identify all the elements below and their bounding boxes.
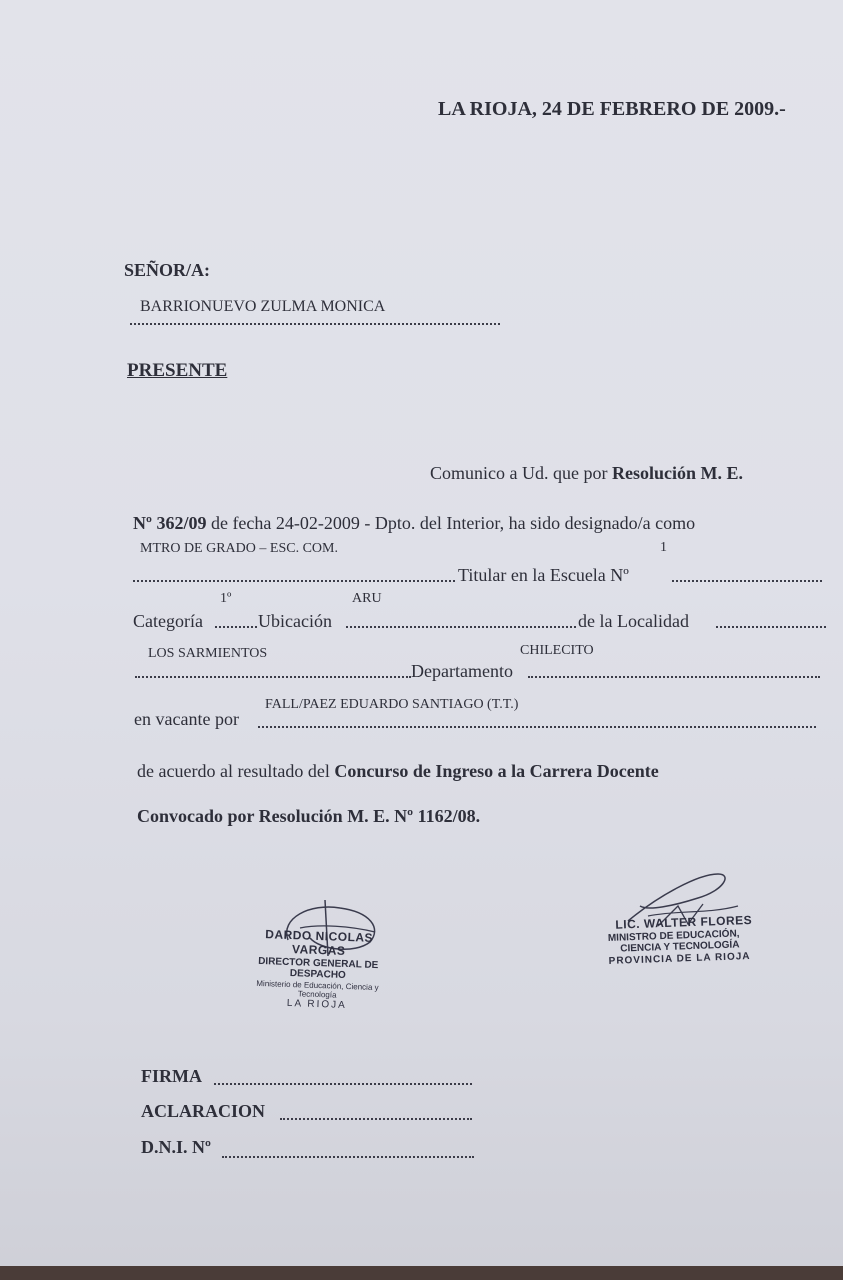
signature-left-stamp — [237, 927, 400, 1013]
acuerdo-line: de acuerdo al resultado del Concurso de Ingreso a la Carrera Docente — [137, 761, 659, 781]
localidad-label: de la Localidad — [578, 611, 689, 631]
departamento-dotted-line — [528, 676, 820, 678]
ubicacion-dotted-line — [346, 626, 576, 628]
convocado-line: Convocado por Resolución M. E. Nº 1162/08. — [137, 806, 481, 826]
intro-text: Comunico a Ud. que por Resolución M. E. — [430, 463, 743, 483]
cargo-value: MTRO DE GRADO – ESC. COM. — [140, 541, 338, 556]
firma-label: FIRMA — [141, 1066, 202, 1086]
vacante-value: FALL/PAEZ EDUARDO SANTIAGO (T.T.) — [265, 697, 519, 712]
signatory-left-name: DARDO NICOLAS VARGAS — [265, 927, 374, 958]
signatory-right-title: MINISTRO DE EDUCACIÓN, — [607, 928, 740, 944]
presente-heading: PRESENTE — [127, 360, 228, 381]
resolution-label: Resolución M. E. — [611, 463, 743, 483]
signatory-left-title: DIRECTOR GENERAL DE DESPACHO — [257, 955, 379, 982]
concurso-text: Concurso de Ingreso a la Carrera Docente — [334, 761, 659, 781]
aclaracion-label: ACLARACION — [141, 1101, 266, 1121]
background-surface — [0, 1266, 843, 1280]
escuela-dotted-line — [672, 580, 822, 582]
designation-line: Nº 362/09 de fecha 24-02-2009 - Dpto. del Interior, ha sido designado/a como — [133, 513, 696, 533]
vacante-dotted-line — [258, 726, 816, 728]
signatory-right-name: LIC. WALTER FLORES — [615, 912, 753, 932]
signatory-right-place: PROVINCIA DE LA RIOJA — [608, 950, 751, 967]
recipient-dotted-line — [130, 323, 500, 325]
signatory-left-org: Ministerio de Educación, Ciencia y Tecnología — [256, 978, 379, 1000]
signatory-left-place: LA RIOJA — [286, 997, 347, 1011]
vacante-label: en vacante por — [134, 709, 239, 729]
localidad-value: LOS SARMIENTOS — [148, 646, 268, 661]
departamento-label: Departamento — [411, 661, 513, 681]
categoria-dotted-line — [215, 626, 257, 628]
localidad-dotted-line — [716, 626, 826, 628]
departamento-value: CHILECITO — [520, 643, 594, 658]
date-line: LA RIOJA, 24 DE FEBRERO DE 2009.- — [438, 98, 786, 120]
signature-right-stamp — [607, 913, 779, 967]
resolution-number: Nº 362/09 — [133, 513, 207, 533]
recipient-name: BARRIONUEVO ZULMA MONICA — [140, 298, 386, 315]
categoria-value: 1º — [220, 591, 232, 606]
salutation: SEÑOR/A: — [124, 260, 211, 280]
ubicacion-label: Ubicación — [258, 611, 332, 631]
firma-dotted-line — [214, 1083, 472, 1085]
ubicacion-value: ARU — [352, 591, 382, 606]
dni-dotted-line — [222, 1156, 474, 1158]
titular-label: Titular en la Escuela Nº — [458, 565, 629, 585]
signatory-right-org: CIENCIA Y TECNOLOGÍA — [620, 939, 740, 955]
dni-label: D.N.I. Nº — [141, 1137, 211, 1157]
categoria-label: Categoría — [133, 611, 203, 631]
aclaracion-dotted-line — [280, 1118, 472, 1120]
escuela-value: 1 — [660, 540, 667, 555]
localidad-value-dotted-line — [135, 676, 411, 678]
cargo-dotted-line — [133, 580, 455, 582]
